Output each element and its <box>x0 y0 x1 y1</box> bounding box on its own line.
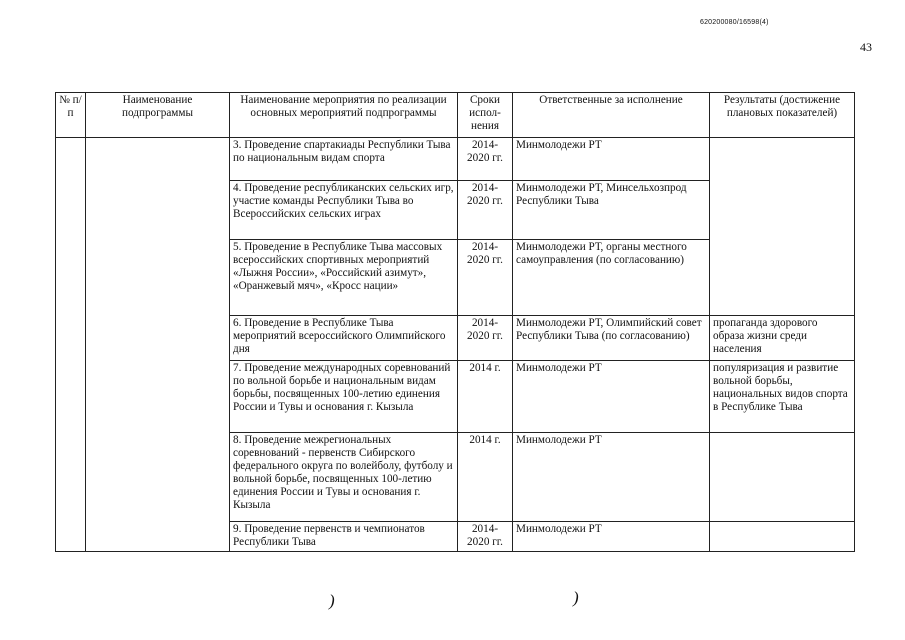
event-cell: 7. Проведение международных соревнований по вольной борьбе и национальным видам борьбы, посвященных 100-летию единения России и Тувы и основания г. Кызыла <box>230 361 458 433</box>
responsible-cell: Минмолодежи РТ <box>513 433 710 522</box>
results-cell <box>710 522 855 552</box>
results-cell: популяризация и развитие вольной борьбы, национальных видов спорта в Республике Тыва <box>710 361 855 433</box>
table-header-row <box>56 93 855 138</box>
results-cell <box>710 138 855 316</box>
num-cell <box>56 138 86 552</box>
event-cell: 4. Проведение республиканских сельских игр, участие команды Республики Тыва во Всероссийских сельских играх <box>230 181 458 240</box>
event-cell: 9. Проведение первенств и чемпионатов Республики Тыва <box>230 522 458 552</box>
header-responsible: Ответственные за исполнение <box>513 93 710 138</box>
terms-cell: 2014-2020 гг. <box>458 181 513 240</box>
header-subprogram: Наименование подпрограммы <box>86 93 230 138</box>
document-id: 620200080/16598(4) <box>700 19 769 26</box>
terms-cell: 2014 г. <box>458 361 513 433</box>
terms-cell: 2014-2020 гг. <box>458 316 513 361</box>
page-number: 43 <box>860 40 872 54</box>
scan-mark: ) <box>573 588 579 607</box>
responsible-cell: Минмолодежи РТ, Олимпийский совет Республики Тыва (по согласованию) <box>513 316 710 361</box>
results-cell <box>710 433 855 522</box>
table-row <box>56 138 855 181</box>
header-num: № п/п <box>56 93 86 138</box>
terms-cell: 2014-2020 гг. <box>458 240 513 316</box>
header-results: Результаты (достижение плановых показателей) <box>710 93 855 138</box>
responsible-cell: Минмолодежи РТ, органы местного самоуправления (по согласованию) <box>513 240 710 316</box>
responsible-cell: Минмолодежи РТ <box>513 522 710 552</box>
responsible-cell: Минмолодежи РТ <box>513 361 710 433</box>
event-cell: 3. Проведение спартакиады Республики Тыва по национальным видам спорта <box>230 138 458 181</box>
header-terms: Сроки испол-нения <box>458 93 513 138</box>
event-cell: 5. Проведение в Республике Тыва массовых всероссийских спортивных мероприятий «Лыжня России», «Российский азимут», «Оранжевый мяч», «Кросс нации» <box>230 240 458 316</box>
terms-cell: 2014 г. <box>458 433 513 522</box>
event-cell: 8. Проведение межрегиональных соревнований - первенств Сибирского федерального округа по волейболу, футболу и вольной борьбе, посвященных 100-летию единения России и Тувы и основания г. Кызыла <box>230 433 458 522</box>
terms-cell: 2014-2020 гг. <box>458 138 513 181</box>
responsible-cell: Минмолодежи РТ, Минсельхозпрод Республики Тыва <box>513 181 710 240</box>
subprogram-cell <box>86 138 230 552</box>
results-cell: пропаганда здорового образа жизни среди населения <box>710 316 855 361</box>
event-cell: 6. Проведение в Республике Тыва мероприятий всероссийского Олимпийского дня <box>230 316 458 361</box>
responsible-cell: Минмолодежи РТ <box>513 138 710 181</box>
scan-mark: ) <box>329 591 335 610</box>
terms-cell: 2014-2020 гг. <box>458 522 513 552</box>
header-event: Наименование мероприятия по реализации основных мероприятий подпрограммы <box>230 93 458 138</box>
events-table <box>55 92 855 552</box>
